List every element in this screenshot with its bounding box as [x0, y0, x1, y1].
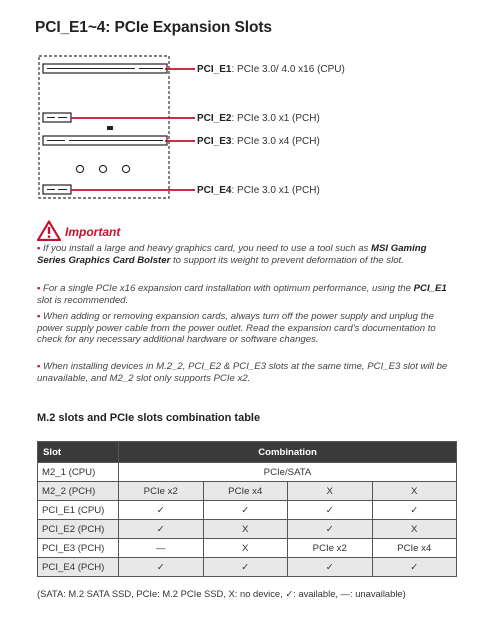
row-slot: PCI_E2 (PCH): [38, 520, 119, 539]
table-cell: ✓: [288, 501, 373, 520]
table-cell: ✓: [119, 558, 204, 577]
table-title: M.2 slots and PCIe slots combination table: [37, 412, 261, 424]
important-heading: Important: [65, 225, 121, 239]
header-slot: Slot: [38, 442, 119, 463]
chip-marker: [107, 126, 113, 130]
table-cell: ✓: [119, 501, 204, 520]
mounting-hole: [76, 165, 83, 172]
mounting-hole: [122, 165, 129, 172]
table-cell: PCIe/SATA: [119, 463, 457, 482]
table-cell: ✓: [288, 520, 373, 539]
table-row: [38, 539, 457, 558]
page-title: PCI_E1~4: PCIe Expansion Slots: [35, 19, 272, 36]
row-slot: PCI_E3 (PCH): [38, 539, 119, 558]
slot-label-pci-e2: PCI_E2: PCIe 3.0 x1 (PCH): [197, 113, 320, 124]
table-row: [38, 463, 457, 482]
table-footnote: (SATA: M.2 SATA SSD, PCIe: M.2 PCIe SSD, X: no device, ✓: available, —: unavailable): [37, 588, 406, 599]
important-note-1: • If you install a large and heavy graphics card, you need to use a tool such as MSI Gaming Series Graphics Card Bolster to support its weight to prevent deformation of the slot.: [37, 243, 427, 266]
table-cell: X: [203, 520, 288, 539]
important-note-4: • When installing devices in M.2_2, PCI_E2 & PCI_E3 slots at the same time, PCI_E3 slot will be unavailable, and M2_2 slot only supports PCIe x2.: [37, 361, 448, 384]
slot-label-pci-e3: PCI_E3: PCIe 3.0 x4 (PCH): [197, 136, 320, 147]
table-cell: ✓: [372, 558, 457, 577]
row-slot: M2_1 (CPU): [38, 463, 119, 482]
warning-icon: [37, 220, 61, 241]
important-note-3: • When adding or removing expansion cards, always turn off the power supply and unplug the power supply power cable from the power outlet. Read the expansion card’s documentation to check for any necessary additional hardware or software changes.: [37, 311, 436, 346]
table-cell: PCIe x2: [119, 482, 204, 501]
important-note-2: • For a single PCIe x16 expansion card installation with optimum performance, using the PCI_E1 slot is recommended.: [37, 283, 447, 306]
table-cell: X: [288, 482, 373, 501]
table-cell: PCIe x4: [203, 482, 288, 501]
row-slot: PCI_E1 (CPU): [38, 501, 119, 520]
mounting-hole: [99, 165, 106, 172]
combination-table: [37, 441, 457, 577]
table-header-row: [38, 442, 457, 463]
table-row: [38, 558, 457, 577]
leader-lines: [71, 69, 195, 190]
table-cell: PCIe x4: [372, 539, 457, 558]
slot-label-pci-e1: PCI_E1: PCIe 3.0/ 4.0 x16 (CPU): [197, 64, 345, 75]
table-cell: X: [203, 539, 288, 558]
pci-e2-slot: [43, 113, 71, 122]
table-cell: —: [119, 539, 204, 558]
pcie-slot-diagram: [35, 54, 355, 204]
row-slot: PCI_E4 (PCH): [38, 558, 119, 577]
table-cell: ✓: [372, 501, 457, 520]
table-cell: ✓: [119, 520, 204, 539]
board-outline: [39, 56, 169, 198]
table-row: [38, 520, 457, 539]
table-cell: PCIe x2: [288, 539, 373, 558]
pci-e3-slot: [43, 136, 167, 145]
row-slot: M2_2 (PCH): [38, 482, 119, 501]
table-cell: ✓: [203, 501, 288, 520]
slot-label-pci-e4: PCI_E4: PCIe 3.0 x1 (PCH): [197, 185, 320, 196]
header-combination: Combination: [119, 442, 457, 463]
table-cell: X: [372, 482, 457, 501]
table-row: [38, 501, 457, 520]
table-cell: X: [372, 520, 457, 539]
pci-e4-slot: [43, 185, 71, 194]
table-row: [38, 482, 457, 501]
table-cell: ✓: [288, 558, 373, 577]
table-cell: ✓: [203, 558, 288, 577]
pci-e1-slot: [43, 64, 167, 73]
